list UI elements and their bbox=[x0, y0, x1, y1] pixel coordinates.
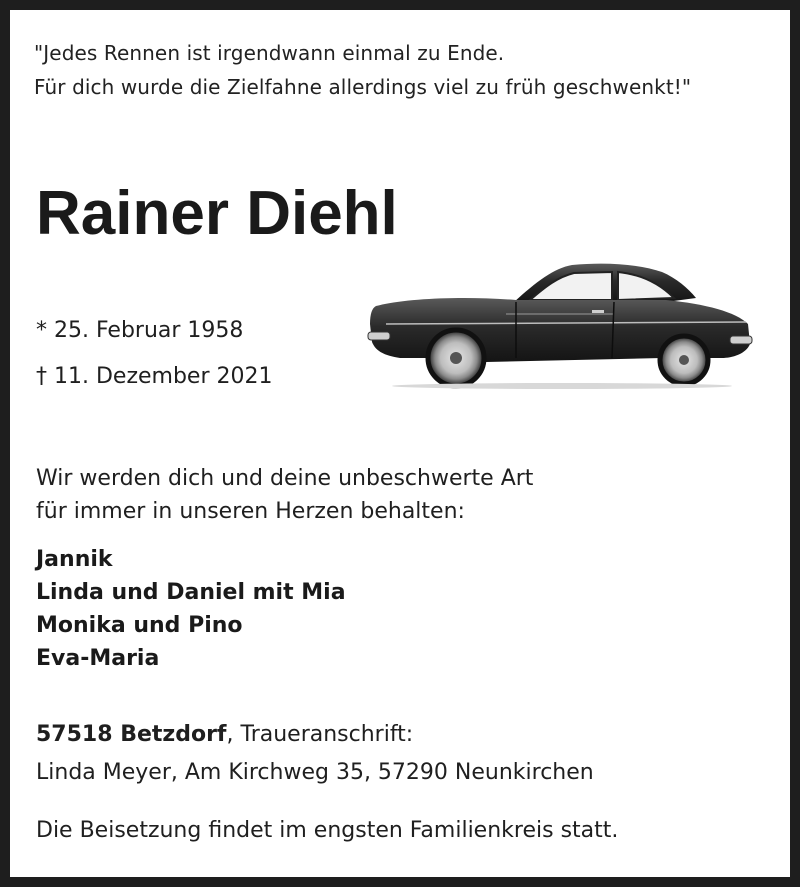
family-list bbox=[36, 543, 346, 675]
deceased-name: Rainer Diehl bbox=[36, 179, 398, 248]
classic-car-icon bbox=[366, 258, 754, 392]
life-dates bbox=[36, 308, 273, 400]
address-line-2: Linda Meyer, Am Kirchweg 35, 57290 Neunkirchen bbox=[36, 760, 594, 785]
address-label: , Traueranschrift: bbox=[226, 722, 414, 747]
family-member: Monika und Pino bbox=[36, 613, 243, 638]
death-date: † 11. Dezember 2021 bbox=[36, 364, 273, 389]
family-member: Eva-Maria bbox=[36, 646, 160, 671]
family-member: Linda und Daniel mit Mia bbox=[36, 580, 346, 605]
farewell-text bbox=[36, 462, 533, 528]
address-city: 57518 Betzdorf bbox=[36, 722, 227, 747]
quote bbox=[34, 36, 691, 104]
farewell-line-2: für immer in unseren Herzen behalten: bbox=[36, 499, 465, 524]
quote-line-1: "Jedes Rennen ist irgendwann einmal zu Ende. bbox=[34, 41, 505, 65]
birth-date: * 25. Februar 1958 bbox=[36, 318, 244, 343]
quote-line-2: Für dich wurde die Zielfahne allerdings viel zu früh geschwenkt!" bbox=[34, 75, 692, 99]
funeral-notice: Die Beisetzung findet im engsten Familienkreis statt. bbox=[36, 818, 619, 843]
address-block bbox=[36, 716, 594, 792]
farewell-line-1: Wir werden dich und deine unbeschwerte Art bbox=[36, 466, 534, 491]
family-member: Jannik bbox=[36, 547, 113, 572]
address-line-1 bbox=[36, 716, 594, 754]
